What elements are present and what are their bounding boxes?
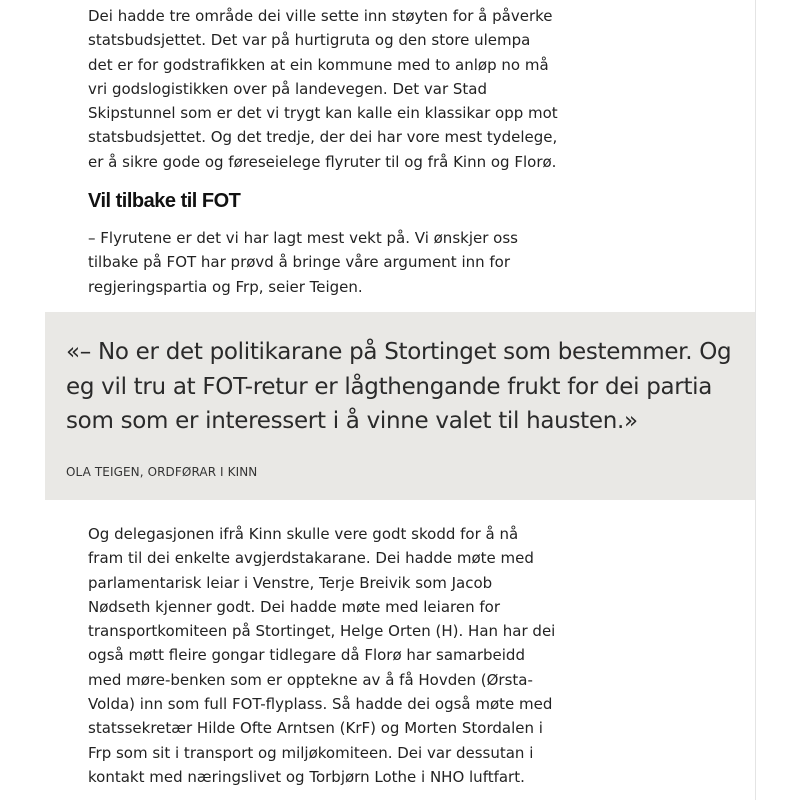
pullquote-attribution: OLA TEIGEN, ORDFØRAR I KINN (66, 465, 258, 479)
pullquote-text: «– No er det politikarane på Stortinget som bestemmer. Og eg vil tru at FOT-retur er lågthengande frukt for dei partia som som er interessert i å vinne valet til hausten.» (66, 339, 732, 434)
subheading: Vil tilbake til FOT (88, 190, 241, 212)
body-paragraph-1: Dei hadde tre område dei ville sette inn støyten for å påverke statsbudsjettet. Det var på hurtigruta og den store ulempa det er for godstrafikken at ein kommune med to anløp no må vri godslogistikken over på landevegen. Det var Stad Skipstunnel som er det vi trygt kan kalle ein klassikar opp mot statsbudsjettet. Og det tredje, der dei har vore mest tydelege, er å sikre gode og føreseielege flyruter til og frå Kinn og Florø. (88, 7, 558, 171)
column-divider (755, 0, 756, 800)
body-paragraph-3: Og delegasjonen ifrå Kinn skulle vere godt skodd for å nå fram til dei enkelte avgjerdstakarane. Dei hadde møte med parlamentarisk leiar i Venstre, Terje Breivik som Jacob Nødseth kjenner godt. Dei hadde møte med leiaren for transportkomiteen på Stortinget, Helge Orten (H). Han har dei også møtt fleire gongar tidlegare då Florø har samarbeidd med møre-benken som er opptekne av å få Hovden (Ørsta-Volda) inn som full FOT-flyplass. Så hadde dei også møte med statssekretær Hilde Ofte Arntsen (KrF) og Morten Stordalen i Frp som sit i transport og miljøkomiteen. Dei var dessutan i kontakt med næringslivet og Torbjørn Lothe i NHO luftfart. (88, 525, 556, 786)
body-paragraph-2: – Flyrutene er det vi har lagt mest vekt på. Vi ønskjer oss tilbake på FOT har prøvd å bringe våre argument inn for regjeringspartia og Frp, seier Teigen. (88, 229, 518, 296)
pullquote (45, 312, 755, 500)
